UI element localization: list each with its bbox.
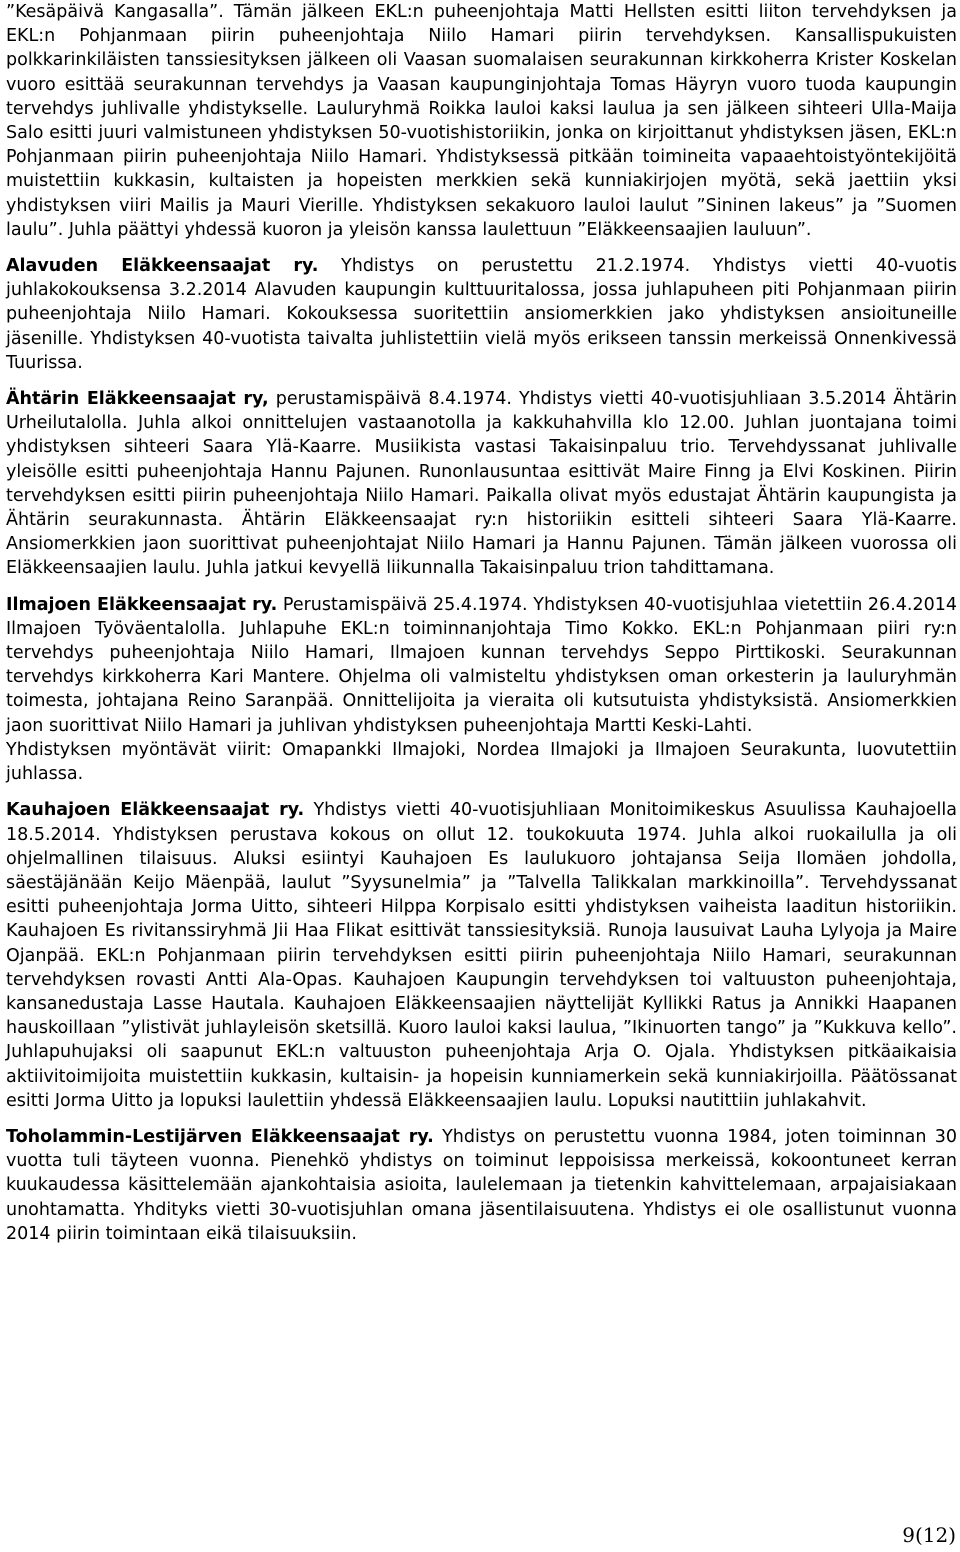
section-alavus (6, 254, 957, 375)
section-text: Perustamispäivä 25.4.1974. Yhdistyksen 40-vuotisjuhlaa vietettiin 26.4.2014 Ilmajoen Työväentalolla. Juhlapuhe EKL:n toiminnanjohtaja Timo Kokko. EKL:n Pohjanmaan piiri ry:n tervehdys puheenjohtaja Niilo Hamari, Ilmajoen kunnan tervehdys Seppo Pirttikoski. Seurakunnan tervehdys kirkkoherra Kari Mantere. Ohjelma oli valmisteltu yhdistyksen oman orkesterin ja lauluryhmän toimesta, johtajana Reino Saranpää. Onnittelijoita ja vieraita oli kutsutuista yhdistyksistä. Ansiomerkkien jaon suorittivat Niilo Hamari ja juhlivan yhdistyksen puheenjohtaja Martti Keski-Lahti. (6, 594, 957, 736)
section-text: Yhdistys on perustettu 21.2.1974. Yhdistys vietti 40-vuotis juhlakokouksensa 3.2.2014 Alavuden kaupungin kulttuuritalossa, jossa juhlapuheen piti Pohjanmaan piirin puheenjohtaja Niilo Hamari. Kokouksessa suoritettiin ansiomerkkien jako yhdistyksen ansioituneille jäsenille. Yhdistyksen 40-vuotista taivalta juhlistettiin vielä myös erikseen tanssin merkeissä Onnenkivessä Tuurissa. (6, 256, 957, 373)
document-page (6, 0, 957, 1246)
intro-paragraph: ”Kesäpäivä Kangasalla”. Tämän jälkeen EKL:n puheenjohtaja Matti Hellsten esitti liiton tervehdyksen ja EKL:n Pohjanmaan piirin puheenjohtaja Niilo Hamari piirin tervehdyksen. Kansallispukuisten polkkarinkiläisten tanssiesityksen jälkeen oli Vaasan suomalaisen seurakunnan kirkkoherra Krister Koskelan vuoro esittää seurakunnan tervehdys ja Vaasan kaupunginjohtaja Tomas Häyryn vuoro tuoda kaupungin tervehdys juhlivalle yhdistykselle. Lauluryhmä Roikka lauloi kaksi laulua ja sen jälkeen sihteeri Ulla-Maija Salo esitti juuri valmistuneen yhdistyksen 50-vuotishistoriikin, jonka on kirjoittanut yhdistyksen jäsen, EKL:n Pohjanmaan piirin puheenjohtaja Niilo Hamari. Yhdistyksessä pitkään toimineita vapaaehtoistyöntekijöitä muistettiin kukkasin, kultaisten ja hopeisten merkkien sekä kunniakirjojen myötä, sekä jaettiin yksi yhdistyksen viiri Mailis ja Mauri Vierille. Yhdistyksen sekakuoro lauloi laulut ”Sininen lakeus” ja ”Suomen laulu”. Juhla päättyi yhdessä kuoron ja yleisön kanssa laulettuun ”Eläkkeensaajien lauluun”. (6, 2, 957, 240)
org-name: Kauhajoen Eläkkeensaajat ry. (6, 800, 305, 821)
org-name: Ähtärin Eläkkeensaajat ry, (6, 389, 269, 410)
section-ilmajoki (6, 593, 957, 738)
section-ilmajoki-extra: Yhdistyksen myöntävät viirit: Omapankki Ilmajoki, Nordea Ilmajoki ja Ilmajoen Seurakunta, luovutettiin juhlassa. (6, 739, 957, 785)
section-text: Yhdistys on perustettu vuonna 1984, joten toiminnan 30 vuotta tuli täyteen vuonna. Pienehkö yhdistys on toiminut leppoisissa merkeissä, kokoontuneet kerran kuukaudessa käsittelemään ajankohtaisia asioita, laulelemaan ja tietenkin kahvittelemaan, arpajaisiakaan unohtamatta. Yhdityks vietti 30-vuotisjuhlan omana jäsentilaisuutena. Yhdistys ei ole osallistunut vuonna 2014 piirin toimintaan eikä tilaisuuksiin. (6, 1126, 958, 1244)
section-text: perustamispäivä 8.4.1974. Yhdistys vietti 40-vuotisjuhliaan 3.5.2014 Ähtärin Urheilutalolla. Juhla alkoi onnittelujen vastaanotolla ja kakkuhahvilla klo 12.00. Juhlan juontajana toimi yhdistyksen sihteeri Saara Ylä-Kaarre. Musiikista vastasi Takaisinpaluu trio. Tervehdyssanat juhlivalle yleisölle esitti puheenjohtaja Hannu Pajunen. Runonlausuntaa esittivät Maire Finng ja Elvi Koskinen. Piirin tervehdyksen esitti piirin puheenjohtaja Niilo Hamari. Paikalla olivat myös edustajat Ähtärin kaupungista ja Ähtärin seurakunnasta. Ähtärin Eläkkeensaajat ry:n historiikin esitteli sihteeri Saara Ylä-Kaarre. Ansiomerkkien jaon suorittivat puheenjohtajat Niilo Hamari ja Hannu Pajunen. Tämän jälkeen vuorossa oli Eläkkeensaajien laulu. Juhla jatkui kevyellä liikunnalla Takaisinpaluu trion tahdittamana. (6, 389, 958, 579)
section-ahtari (6, 387, 957, 581)
org-name: Alavuden Eläkkeensaajat ry. (6, 256, 319, 277)
section-text: Yhdistys vietti 40-vuotisjuhliaan Monitoimikeskus Asuulissa Kauhajoella 18.5.2014. Yhdistyksen perustava kokous on ollut 12. toukokuuta 1974. Juhla alkoi ruokailulla ja oli ohjelmallinen tilaisuus. Aluksi esiintyi Kauhajoen Es laulukuoro johtajansa Seija Ilomäen johdolla, säestäjänään Keijo Mäenpää, laulut ”Syysunelmia” ja ”Talvella Talikkalan markkinoilla”. Tervehdyssanat esitti puheenjohtaja Jorma Uitto, sihteeri Hilppa Korpisalo esitti yhdistyksen vaiheista laaditun historiikin. Kauhajoen Es rivitanssiryhmä Jii Haa Flikat esittivät tanssiesityksiä. Runoja lausuivat Lauha Lylyoja ja Maire Ojanpää. EKL:n Pohjanmaan piirin tervehdyksen esitti piirin puheenjohtaja Niilo Hamari, seurakunnan tervehdyksen rovasti Antti Ala-Opas. Kauhajoen Kaupungin tervehdyksen toi valtuuston puheenjohtaja, kansanedustaja Lasse Hautala. Kauhajoen Eläkkeensaajien näyttelijät Kyllikki Ratus ja Annikki Haapanen hauskoillaan ”ylistivät juhlayleisön sketsillä. Kuoro lauloi kaksi laulua, ”Ikinuorten tango” ja ”Kukkuva kello”. Juhlapuhujaksi oli saapunut EKL:n valtuuston puheenjohtaja Arja O. Ojala. Yhdistyksen pitkäaikaisia aktiivitoimijoita muistettiin kukkasin, kultaisin- ja hopeisin kunniamerkein sekä kunniakirjoilla. Päätössanat esitti Jorma Uitto ja lopuksi laulettiin yhdessä Eläkkeensaajien laulu. Lopuksi nautittiin juhlakahvit. (6, 800, 958, 1111)
org-name: Toholammin-Lestijärven Eläkkeensaajat ry. (6, 1126, 434, 1147)
org-name: Ilmajoen Eläkkeensaajat ry. (6, 594, 278, 615)
section-toholampi-lestijarvi (6, 1125, 957, 1246)
page-number: 9(12) (902, 1523, 956, 1547)
section-kauhajoki (6, 798, 957, 1113)
